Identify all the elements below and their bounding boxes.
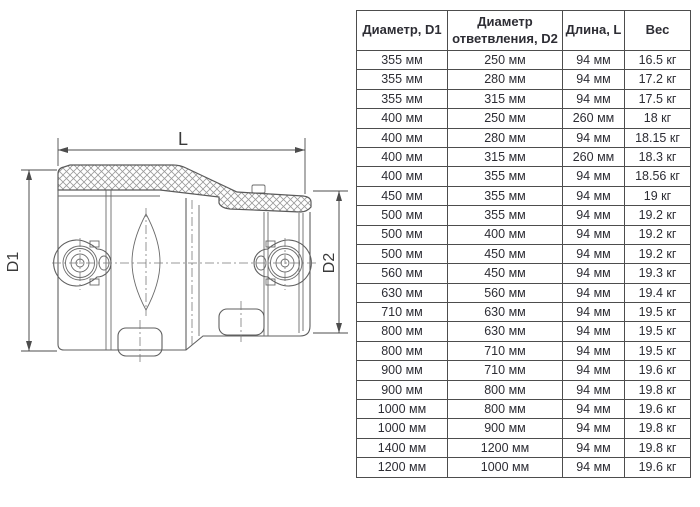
dimension-d2 <box>313 191 348 333</box>
table-cell: 19.5 кг <box>625 303 691 322</box>
table-cell: 94 мм <box>563 167 625 186</box>
table-cell: 18.15 кг <box>625 128 691 147</box>
table-cell: 800 мм <box>357 322 448 341</box>
table-cell: 94 мм <box>563 128 625 147</box>
table-row <box>357 128 691 147</box>
table-cell: 94 мм <box>563 380 625 399</box>
table-cell: 19.2 кг <box>625 206 691 225</box>
table-cell: 710 мм <box>448 361 563 380</box>
table-cell: 94 мм <box>563 89 625 108</box>
hatched-cap <box>58 165 311 212</box>
table-cell: 94 мм <box>563 186 625 205</box>
table-cell: 1000 мм <box>448 458 563 477</box>
table-cell: 17.5 кг <box>625 89 691 108</box>
table-cell: 800 мм <box>448 400 563 419</box>
table-cell: 94 мм <box>563 283 625 302</box>
table-cell: 710 мм <box>357 303 448 322</box>
table-cell: 500 мм <box>357 206 448 225</box>
table-row <box>357 458 691 477</box>
table-cell: 19.6 кг <box>625 361 691 380</box>
table-cell: 94 мм <box>563 322 625 341</box>
table-cell: 630 мм <box>448 322 563 341</box>
table-cell: 19.4 кг <box>625 283 691 302</box>
table-cell: 19.8 кг <box>625 419 691 438</box>
table-cell: 355 мм <box>448 206 563 225</box>
table-cell: 400 мм <box>357 167 448 186</box>
arrow-down-icon <box>336 323 342 333</box>
table-cell: 94 мм <box>563 438 625 457</box>
dimension-d1-label: D1 <box>5 251 22 273</box>
table-cell: 450 мм <box>448 244 563 263</box>
table-cell: 1400 мм <box>357 438 448 457</box>
table-cell: 710 мм <box>448 341 563 360</box>
table-cell: 800 мм <box>448 380 563 399</box>
arrow-up-icon <box>336 191 342 201</box>
table-cell: 355 мм <box>357 51 448 70</box>
table-cell: 19.3 кг <box>625 264 691 283</box>
table-row <box>357 264 691 283</box>
table-cell: 630 мм <box>448 303 563 322</box>
dimension-d1 <box>5 170 57 351</box>
header-length-l: Длина, L <box>563 11 625 51</box>
table-cell: 560 мм <box>357 264 448 283</box>
table-cell: 315 мм <box>448 147 563 166</box>
table-cell: 1200 мм <box>357 458 448 477</box>
dimension-d2-label: D2 <box>321 252 338 274</box>
table-cell: 400 мм <box>448 225 563 244</box>
table-cell: 19.5 кг <box>625 341 691 360</box>
table-cell: 94 мм <box>563 70 625 89</box>
table-cell: 18.3 кг <box>625 147 691 166</box>
header-row <box>357 11 691 51</box>
table-cell: 19 кг <box>625 186 691 205</box>
table-cell: 94 мм <box>563 341 625 360</box>
table-cell: 260 мм <box>563 147 625 166</box>
table-cell: 280 мм <box>448 70 563 89</box>
table-row <box>357 283 691 302</box>
table-cell: 17.2 кг <box>625 70 691 89</box>
table-cell: 400 мм <box>357 128 448 147</box>
table-cell: 400 мм <box>357 109 448 128</box>
table-cell: 315 мм <box>448 89 563 108</box>
table-cell: 355 мм <box>357 89 448 108</box>
table-row <box>357 186 691 205</box>
table-cell: 16.5 кг <box>625 51 691 70</box>
table-cell: 355 мм <box>357 70 448 89</box>
arrow-up-icon <box>26 170 32 180</box>
table-row <box>357 109 691 128</box>
cap-tab <box>252 185 265 193</box>
table-cell: 900 мм <box>357 380 448 399</box>
table-cell: 94 мм <box>563 244 625 263</box>
table-cell: 400 мм <box>357 147 448 166</box>
table-row <box>357 89 691 108</box>
table-cell: 260 мм <box>563 109 625 128</box>
table-cell: 250 мм <box>448 51 563 70</box>
table-row <box>357 225 691 244</box>
table-row <box>357 400 691 419</box>
table-cell: 450 мм <box>448 264 563 283</box>
table-cell: 19.6 кг <box>625 400 691 419</box>
table-row <box>357 206 691 225</box>
table-cell: 355 мм <box>448 167 563 186</box>
arrow-right-icon <box>295 147 305 153</box>
spec-table-header <box>357 11 691 51</box>
table-row <box>357 51 691 70</box>
table-cell: 500 мм <box>357 244 448 263</box>
table-row <box>357 361 691 380</box>
table-row <box>357 438 691 457</box>
table-cell: 630 мм <box>357 283 448 302</box>
dimension-length-label: L <box>177 129 189 149</box>
table-cell: 19.6 кг <box>625 458 691 477</box>
table-row <box>357 380 691 399</box>
table-cell: 94 мм <box>563 303 625 322</box>
table-cell: 19.8 кг <box>625 438 691 457</box>
table-cell: 94 мм <box>563 458 625 477</box>
table-row <box>357 147 691 166</box>
table-cell: 94 мм <box>563 400 625 419</box>
table-row <box>357 419 691 438</box>
arrow-left-icon <box>58 147 68 153</box>
table-cell: 94 мм <box>563 206 625 225</box>
table-cell: 560 мм <box>448 283 563 302</box>
header-diameter-d1: Диаметр, D1 <box>357 11 448 51</box>
table-cell: 800 мм <box>357 341 448 360</box>
table-cell: 1000 мм <box>357 419 448 438</box>
table-cell: 94 мм <box>563 419 625 438</box>
arrow-down-icon <box>26 341 32 351</box>
table-cell: 94 мм <box>563 361 625 380</box>
table-cell: 250 мм <box>448 109 563 128</box>
table-row <box>357 341 691 360</box>
spec-table <box>356 10 691 478</box>
table-row <box>357 70 691 89</box>
table-row <box>357 244 691 263</box>
header-branch-diameter-d2: Диаметр ответвления, D2 <box>448 11 563 51</box>
table-cell: 450 мм <box>357 186 448 205</box>
table-cell: 500 мм <box>357 225 448 244</box>
table-row <box>357 167 691 186</box>
table-cell: 355 мм <box>448 186 563 205</box>
table-cell: 19.5 кг <box>625 322 691 341</box>
table-cell: 1000 мм <box>357 400 448 419</box>
table-cell: 280 мм <box>448 128 563 147</box>
table-cell: 18 кг <box>625 109 691 128</box>
table-cell: 900 мм <box>357 361 448 380</box>
table-cell: 18.56 кг <box>625 167 691 186</box>
table-cell: 19.8 кг <box>625 380 691 399</box>
table-row <box>357 303 691 322</box>
table-cell: 19.2 кг <box>625 244 691 263</box>
table-cell: 900 мм <box>448 419 563 438</box>
table-cell: 1200 мм <box>448 438 563 457</box>
table-row <box>357 322 691 341</box>
table-cell: 19.2 кг <box>625 225 691 244</box>
table-cell: 94 мм <box>563 225 625 244</box>
header-weight: Вес <box>625 11 691 51</box>
table-cell: 94 мм <box>563 51 625 70</box>
spec-table-body <box>357 51 691 478</box>
table-cell: 94 мм <box>563 264 625 283</box>
